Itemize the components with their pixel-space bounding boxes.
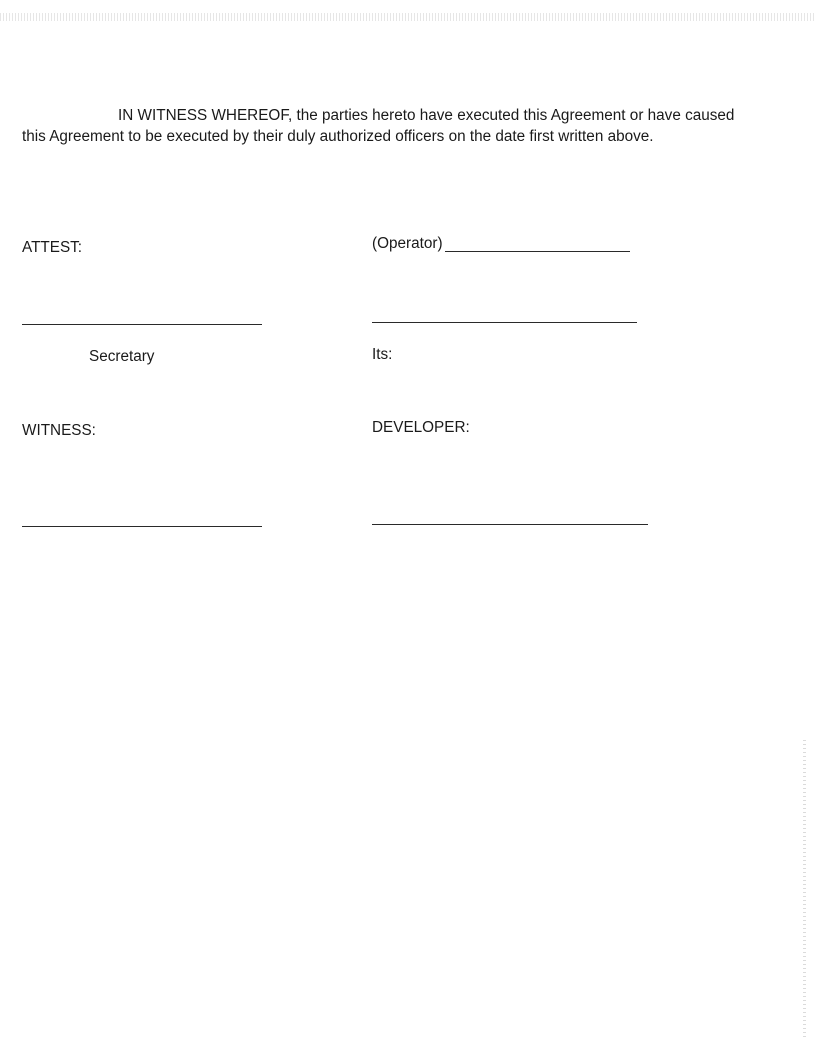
attest-signature-line[interactable] [22,324,262,325]
scan-edge-right [803,740,806,1040]
scan-edge-top [0,13,816,21]
operator-signature-line[interactable] [372,322,637,323]
witness-clause-line-2: this Agreement to be executed by their duly authorized officers on the date first written above. [22,128,654,145]
witness-label: WITNESS: [22,422,96,439]
operator-name-line[interactable] [445,251,630,252]
operator-label: (Operator) [372,235,443,252]
witness-clause-line-1: IN WITNESS WHEREOF, the parties hereto have executed this Agreement or have caused [118,107,735,124]
secretary-label: Secretary [89,348,155,365]
witness-clause-paragraph [22,105,752,147]
developer-label: DEVELOPER: [372,419,470,436]
attest-label: ATTEST: [22,239,83,256]
its-label: Its: [372,346,393,363]
developer-signature-line[interactable] [372,524,648,525]
witness-signature-line[interactable] [22,526,262,527]
